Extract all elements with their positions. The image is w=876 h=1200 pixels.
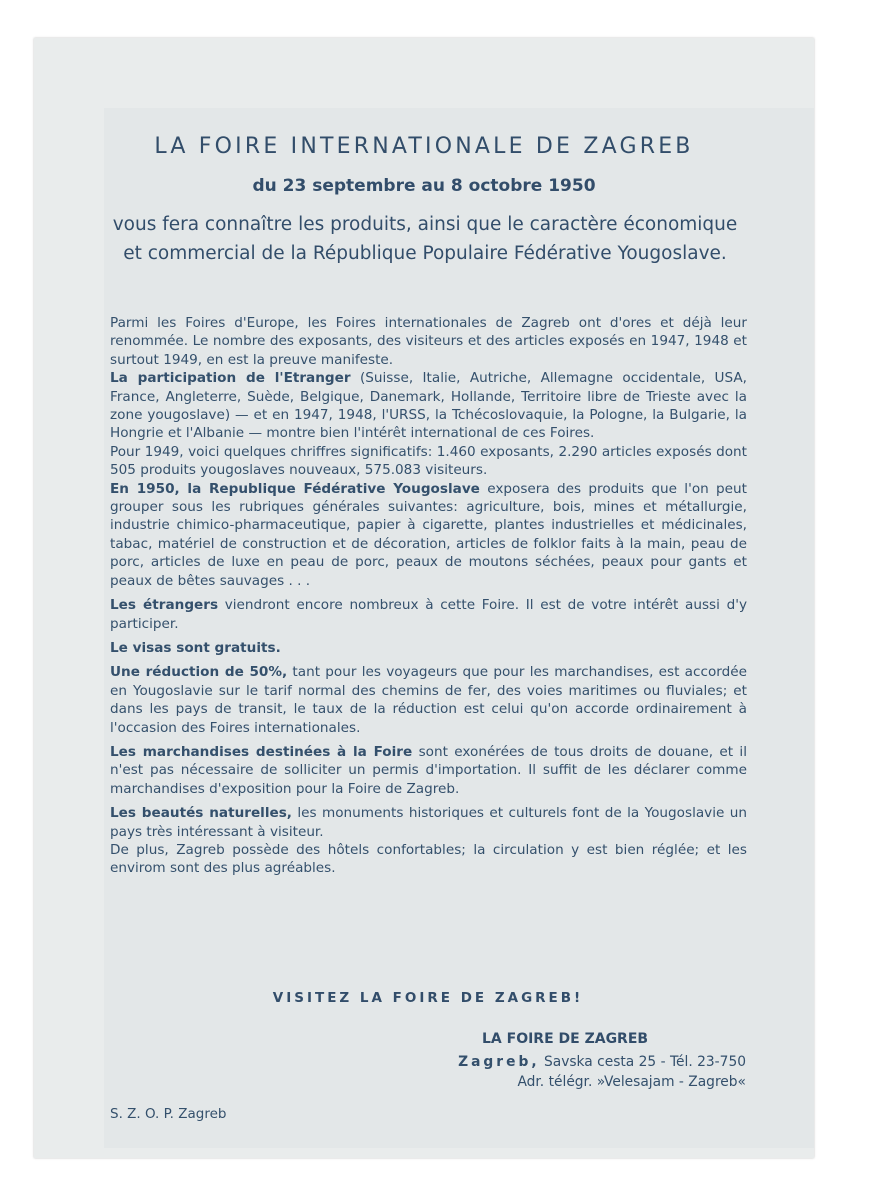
paragraph-7: Une réduction de 50%, tant pour les voyageurs que pour les marchandises, est accordée en Yougoslavie sur le tarif normal des chemins de fer, des voies maritimes ou fluviales; et dans les pays de transit, le taux de la réduction est celui qu'on accorde ordinairement à l'occasion des Foires internationales. [110, 664, 747, 736]
paragraph-2: La participation de l'Etranger (Suisse, Italie, Autriche, Allemagne occidentale, USA, France, Angleterre, Suède, Belgique, Danemark, Hollande, Territoire libre de Trieste avec la zone yougoslave) — et en 1947, 1948, l'URSS, la Tchécoslovaquie, la Pologne, la Bulgarie, la Hongrie et l'Albanie — montre bien l'intérêt international de ces Foires. [110, 370, 748, 442]
paragraph-10: De plus, Zagreb possède des hôtels confortables; la circulation y est bien réglée; et les envirom sont des plus agréables. [110, 841, 747, 877]
paragraph-8: Les marchandises destinées à la Foire sont exonérées de tous droits de douane, et il n'est pas nécessaire de solliciter un permis d'importation. Il suffit de les déclarer comme marchandises d'exposition pour la Foire de Zagreb. [110, 743, 747, 797]
paragraph-6: Le visas sont gratuits. [110, 639, 281, 656]
paragraph-9: Les beautés naturelles, les monuments historiques et culturels font de la Yougoslavie un pays très intéressant à visiteur. [110, 805, 747, 840]
organizer-address [458, 1052, 746, 1092]
paragraph-1: Parmi les Foires d'Europe, les Foires internationales de Zagreb ont d'ores et déjà leur renommée. Le nombre des exposants, des visiteurs et des articles exposés en 1947, 1948 et surtout 1949, en est la preuve manifeste. [110, 315, 747, 368]
paragraph-3: Pour 1949, voici quelques chriffres significatifs: 1.460 exposants, 2.290 articles exposés dont 505 produits yougoslaves nouveaux, 575.083 visiteurs. [110, 443, 747, 479]
body-text [110, 314, 747, 878]
paragraph-5: Les étrangers viendront encore nombreux à cette Foire. Il est de votre intérêt aussi d'y participer. [110, 597, 747, 632]
document-sheet [34, 38, 814, 1158]
slogan: VISITEZ LA FOIRE DE ZAGREB! [272, 990, 584, 1006]
fair-dates: du 23 septembre au 8 octobre 1950 [252, 176, 596, 196]
document-title: LA FOIRE INTERNATIONALE DE ZAGREB [154, 134, 694, 159]
lead-paragraph: vous fera connaître les produits, ainsi que le caractère économique et commercial de la République Populaire Fédérative Yougoslave. [112, 214, 738, 264]
telegraph-address: Adr. télégr. »Velesajam - Zagreb« [517, 1074, 746, 1090]
street-address: Zagreb, Savska cesta 25 - Tél. 23-750 [458, 1054, 746, 1070]
paragraph-4: En 1950, la Republique Fédérative Yougoslave exposera des produits que l'on peut grouper sous les rubriques générales suivantes: agriculture, bois, mines et métallurgie, industrie chimico-pharmaceutique, papier à cigarette, plantes industrielles et médicinales, tabac, matériel de construction et de décoration, articles de folklor faits à la main, peau de porc, articles de luxe en peau de porc, peaux de moutons séchées, peaux pour gants et peaux de bêtes sauvages . . . [110, 480, 747, 589]
printer-imprint: S. Z. O. P. Zagreb [110, 1106, 227, 1122]
organizer-name: LA FOIRE DE ZAGREB [482, 1031, 649, 1047]
